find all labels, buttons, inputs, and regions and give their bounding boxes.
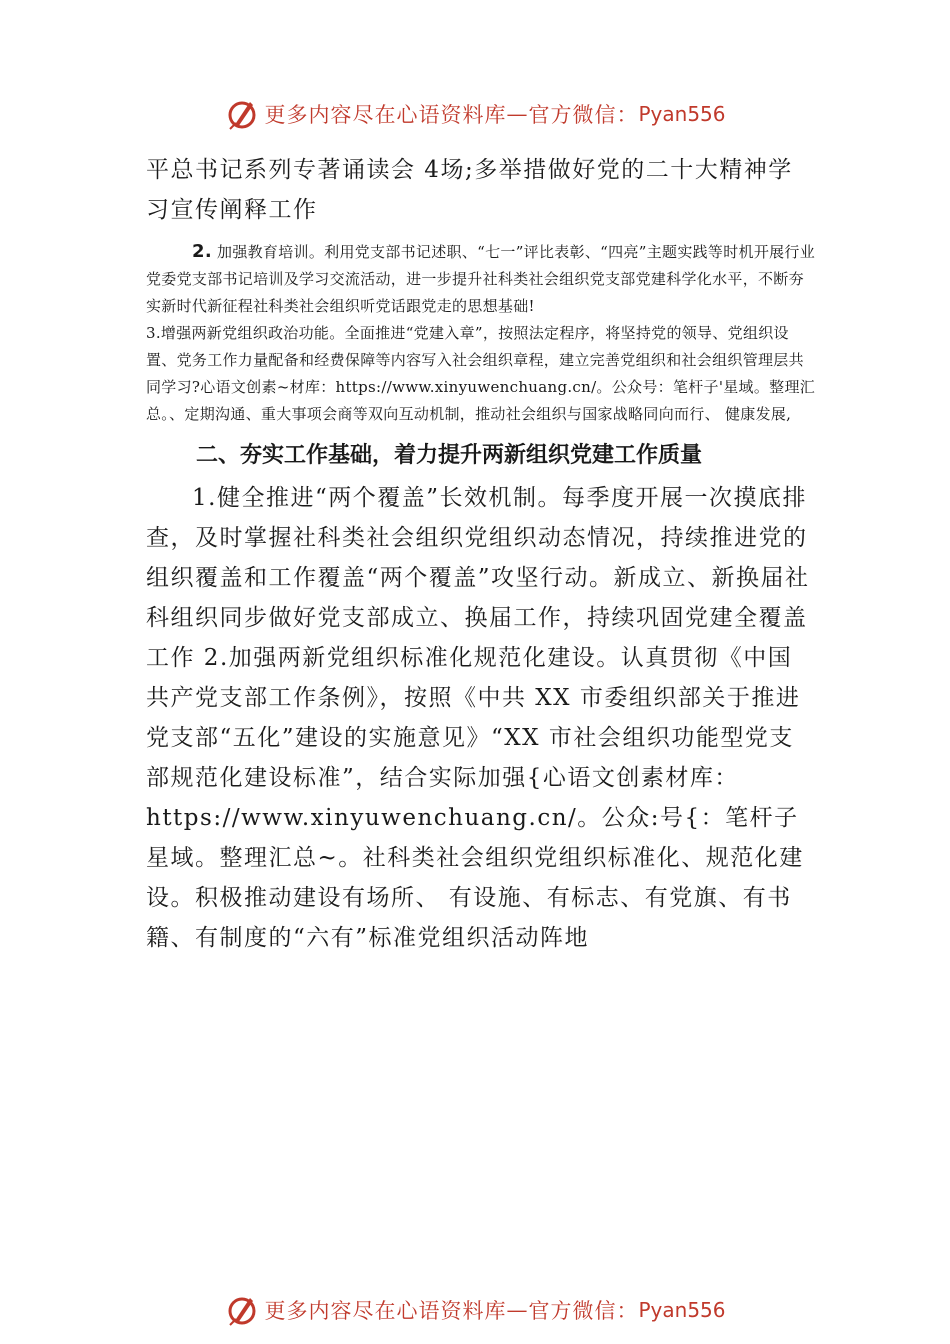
banner-dash: — [506,1298,529,1322]
section-heading: 二、夯实工作基础，着力提升两新组织党建工作质量 [196,443,703,468]
banner-wechat-label: 官方微信： [528,103,639,127]
quill-logo-icon [224,96,260,132]
document-body [146,150,816,958]
banner-wechat-id: Pyan556 [638,1298,726,1322]
paragraph-2-number: 2. [192,241,212,262]
paragraph-2 [146,238,816,320]
quill-logo-icon [224,1292,260,1328]
footer-banner [0,1288,950,1332]
header-banner [0,92,950,136]
paragraph-2-text: 加强教育培训。利用党支部书记述职、“七一”评比表彰、“四亮”主题实践等时机开展行业党委党支部书记培训及学习交流活动，进一步提升社科类社会组织党支部党建科学化水平，不断夯实新时代新征程社科类社会组织听党话跟党走的思想基础! [146,243,816,315]
paragraph-1: 平总书记系列专著诵读会 4场;多举措做好党的二十大精神学习宣传阐释工作 [146,157,793,223]
paragraph-4: 1.健全推进“两个覆盖”长效机制。每季度开展一次摸底排查，及时掌握社科类社会组织党组织动态情况，持续推进党的组织覆盖和工作覆盖“两个覆盖”攻坚行动。新成立、新换届社科组织同步做好党支部成立、换届工作，持续巩固党建全覆盖工作 2.加强两新党组织标准化规范化建设。认真贯彻《中国共产党支部工作条例》，按照《中共 XX 市委组织部关于推进党支部“五化”建设的实施意见》“XX 市社会组织功能型党支部规范化建设标准”，结合实际加强{心语文创素材库：https://www.xinyuwenchuang.cn/。公众:号{：笔杆子星域。整理汇总~。社科类社会组织党组织标准化、规范化建设。积极推动建设有场所、 有设施、有标志、有党旗、有书籍、有制度的“六有”标准党组织活动阵地 [146,485,810,951]
paragraph-3: 3.增强两新党组织政治功能。全面推进“党建入章”，按照法定程序，将坚持党的领导、党组织设置、党务工作力量配备和经费保障等内容写入社会组织章程，建立完善党组织和社会组织管理层共同学习?心语文创素~材库：https://www.xinyuwenchuang.cn/。公众号：笔杆子'星域。整理汇总。、定期沟通、重大事项会商等双向互动机制，推动社会组织与国家战略同向而行、 健康发展, [146,324,816,423]
banner-text: 更多内容尽在心语资料库 [264,1299,507,1323]
banner-wechat-id: Pyan556 [638,102,726,126]
banner-wechat-label: 官方微信： [528,1299,639,1323]
banner-dash: — [506,102,529,126]
banner-text: 更多内容尽在心语资料库 [264,103,507,127]
